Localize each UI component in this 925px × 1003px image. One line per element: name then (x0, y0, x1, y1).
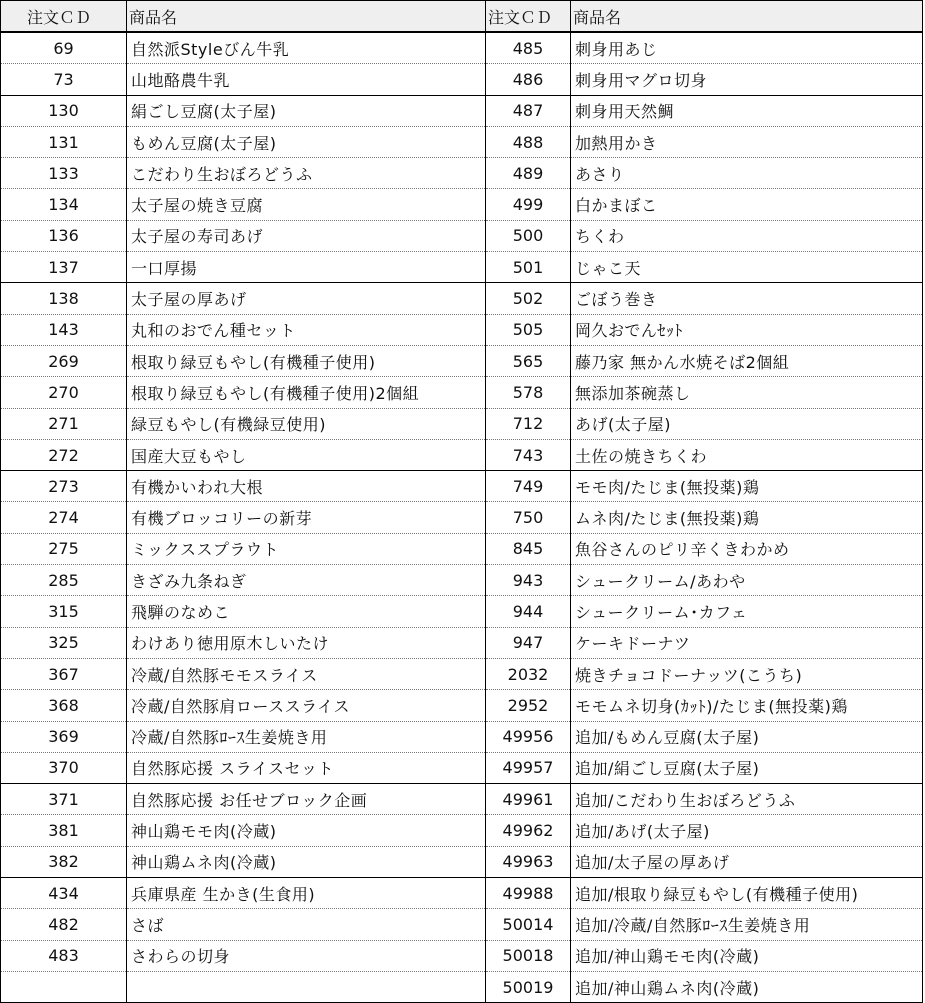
cell-code-right[interactable]: 486 (486, 64, 571, 95)
cell-code-left[interactable]: 133 (1, 158, 127, 189)
cell-code-right[interactable]: 2952 (486, 690, 571, 721)
cell-name-right[interactable]: 刺身用あじ (571, 32, 923, 64)
cell-code-right[interactable]: 49963 (486, 846, 571, 877)
cell-code-left[interactable]: 275 (1, 533, 127, 564)
cell-name-right[interactable]: 追加/こだわり生おぼろどうふ (571, 784, 923, 815)
cell-name-right[interactable]: 岡久おでんｾｯﾄ (571, 314, 923, 345)
cell-code-left[interactable]: 369 (1, 721, 127, 752)
cell-name-right[interactable]: 魚谷さんのピリ辛くきわかめ (571, 533, 923, 564)
cell-code-right[interactable]: 500 (486, 220, 571, 251)
cell-code-left[interactable]: 371 (1, 784, 127, 815)
cell-code-right[interactable]: 501 (486, 252, 571, 283)
cell-name-left[interactable]: 有機ブロッコリーの新芽 (127, 502, 486, 533)
table-row (1, 189, 923, 220)
cell-code-right[interactable]: 50014 (486, 909, 571, 940)
cell-name-left[interactable]: 山地酪農牛乳 (127, 64, 486, 95)
cell-code-left[interactable]: 134 (1, 189, 127, 220)
cell-code-right[interactable]: 712 (486, 408, 571, 439)
cell-name-right[interactable]: 土佐の焼きちくわ (571, 439, 923, 470)
cell-code-left[interactable]: 483 (1, 940, 127, 971)
cell-name-left[interactable]: こだわり生おぼろどうふ (127, 158, 486, 189)
table-row (1, 439, 923, 470)
cell-code-right[interactable]: 487 (486, 95, 571, 126)
cell-name-left[interactable]: 自然派Styleびん牛乳 (127, 32, 486, 64)
cell-name-left[interactable]: きざみ九条ねぎ (127, 565, 486, 596)
table-row (1, 909, 923, 940)
cell-code-left[interactable]: 273 (1, 471, 127, 502)
cell-code-left[interactable]: 370 (1, 752, 127, 783)
table-row (1, 752, 923, 783)
cell-name-right[interactable]: 追加/神山鶏モモ肉(冷蔵) (571, 940, 923, 971)
cell-code-left[interactable]: 381 (1, 815, 127, 846)
table-row (1, 627, 923, 658)
cell-name-right[interactable]: 追加/神山鶏ムネ肉(冷蔵) (571, 971, 923, 1002)
table-row (1, 784, 923, 815)
cell-name-left[interactable]: 国産大豆もやし (127, 439, 486, 470)
cell-name-right[interactable]: ちくわ (571, 220, 923, 251)
cell-name-left[interactable]: 兵庫県産 生かき(生食用) (127, 878, 486, 909)
cell-code-left[interactable]: 325 (1, 627, 127, 658)
cell-code-left[interactable]: 69 (1, 32, 127, 64)
cell-code-left[interactable]: 315 (1, 596, 127, 627)
cell-name-right[interactable]: 追加/太子屋の厚あげ (571, 846, 923, 877)
table-row (1, 658, 923, 689)
cell-name-left[interactable]: 神山鶏ムネ肉(冷蔵) (127, 846, 486, 877)
table-row (1, 220, 923, 251)
table-row (1, 126, 923, 157)
cell-name-right[interactable]: 藤乃家 無かん水焼そば2個組 (571, 345, 923, 376)
cell-name-right[interactable]: シュークリーム･カフェ (571, 596, 923, 627)
cell-name-right[interactable]: 無添加茶碗蒸し (571, 377, 923, 408)
cell-code-left[interactable]: 271 (1, 408, 127, 439)
cell-code-right[interactable]: 2032 (486, 658, 571, 689)
cell-code-left[interactable]: 434 (1, 878, 127, 909)
header-name-left[interactable]: 商品名 (127, 1, 486, 33)
cell-name-right[interactable]: 追加/根取り緑豆もやし(有機種子使用) (571, 878, 923, 909)
cell-name-left[interactable]: 太子屋の焼き豆腐 (127, 189, 486, 220)
cell-code-right[interactable]: 845 (486, 533, 571, 564)
table-row (1, 846, 923, 877)
table-row (1, 377, 923, 408)
cell-code-left[interactable]: 285 (1, 565, 127, 596)
cell-name-left[interactable] (127, 971, 486, 1002)
cell-code-left[interactable]: 136 (1, 220, 127, 251)
cell-name-right[interactable]: 白かまぼこ (571, 189, 923, 220)
cell-name-left[interactable]: 飛騨のなめこ (127, 596, 486, 627)
cell-code-right[interactable]: 488 (486, 126, 571, 157)
table-row (1, 690, 923, 721)
cell-name-left[interactable]: 丸和のおでん種セット (127, 314, 486, 345)
cell-name-right[interactable]: あげ(太子屋) (571, 408, 923, 439)
cell-code-right[interactable]: 944 (486, 596, 571, 627)
cell-name-right[interactable]: 焼きチョコドーナッツ(こうち) (571, 658, 923, 689)
cell-name-right[interactable]: 追加/あげ(太子屋) (571, 815, 923, 846)
cell-name-right[interactable]: あさり (571, 158, 923, 189)
cell-code-right[interactable]: 749 (486, 471, 571, 502)
cell-code-left[interactable]: 137 (1, 252, 127, 283)
cell-code-right[interactable]: 49988 (486, 878, 571, 909)
cell-code-left[interactable]: 130 (1, 95, 127, 126)
cell-code-right[interactable]: 502 (486, 283, 571, 314)
cell-code-right[interactable]: 565 (486, 345, 571, 376)
header-code-right[interactable]: 注文ＣＤ (486, 1, 571, 33)
cell-name-right[interactable]: 刺身用天然鯛 (571, 95, 923, 126)
cell-name-left[interactable]: ミックススプラウト (127, 533, 486, 564)
cell-name-left[interactable]: 根取り緑豆もやし(有機種子使用) (127, 345, 486, 376)
header-name-right[interactable]: 商品名 (571, 1, 923, 33)
cell-name-left[interactable]: 自然豚応援 お任せブロック企画 (127, 784, 486, 815)
header-row (1, 1, 923, 33)
cell-code-left[interactable]: 269 (1, 345, 127, 376)
cell-code-right[interactable]: 49961 (486, 784, 571, 815)
table-row (1, 565, 923, 596)
cell-name-left[interactable]: さわらの切身 (127, 940, 486, 971)
cell-name-right[interactable]: ケーキドーナツ (571, 627, 923, 658)
header-code-left[interactable]: 注文ＣＤ (1, 1, 127, 33)
cell-code-right[interactable]: 50019 (486, 971, 571, 1002)
cell-code-left[interactable]: 482 (1, 909, 127, 940)
table-row (1, 971, 923, 1002)
table-row (1, 345, 923, 376)
cell-code-right[interactable]: 489 (486, 158, 571, 189)
cell-code-left[interactable]: 138 (1, 283, 127, 314)
cell-name-right[interactable]: 追加/もめん豆腐(太子屋) (571, 721, 923, 752)
cell-name-left[interactable]: さば (127, 909, 486, 940)
cell-name-right[interactable]: モモ肉/たじま(無投薬)鶏 (571, 471, 923, 502)
cell-code-right[interactable]: 499 (486, 189, 571, 220)
cell-name-left[interactable]: 緑豆もやし(有機緑豆使用) (127, 408, 486, 439)
table-row (1, 314, 923, 345)
cell-code-right[interactable]: 50018 (486, 940, 571, 971)
cell-name-left[interactable]: 太子屋の寿司あげ (127, 220, 486, 251)
cell-name-right[interactable]: じゃこ天 (571, 252, 923, 283)
cell-name-left[interactable]: 一口厚揚 (127, 252, 486, 283)
cell-name-left[interactable]: 神山鶏モモ肉(冷蔵) (127, 815, 486, 846)
cell-code-left[interactable]: 367 (1, 658, 127, 689)
cell-name-right[interactable]: ごぼう巻き (571, 283, 923, 314)
table-row (1, 252, 923, 283)
cell-code-right[interactable]: 505 (486, 314, 571, 345)
table-row (1, 95, 923, 126)
cell-code-right[interactable]: 49962 (486, 815, 571, 846)
table-row (1, 940, 923, 971)
table-row (1, 721, 923, 752)
table-row (1, 408, 923, 439)
cell-name-right[interactable]: 追加/冷蔵/自然豚ﾛｰｽ生姜焼き用 (571, 909, 923, 940)
cell-code-right[interactable]: 49957 (486, 752, 571, 783)
cell-code-right[interactable]: 49956 (486, 721, 571, 752)
cell-name-right[interactable]: シュークリーム/あわや (571, 565, 923, 596)
table-row (1, 596, 923, 627)
cell-code-left[interactable]: 73 (1, 64, 127, 95)
table-row (1, 64, 923, 95)
table-row (1, 158, 923, 189)
table-row (1, 533, 923, 564)
cell-code-right[interactable]: 485 (486, 32, 571, 64)
table-row (1, 471, 923, 502)
table-row (1, 502, 923, 533)
table-body (1, 32, 923, 1003)
cell-code-left[interactable]: 272 (1, 439, 127, 470)
table-row (1, 32, 923, 64)
cell-code-left[interactable]: 274 (1, 502, 127, 533)
cell-name-right[interactable]: 追加/絹ごし豆腐(太子屋) (571, 752, 923, 783)
cell-code-right[interactable]: 947 (486, 627, 571, 658)
table-row (1, 283, 923, 314)
cell-name-left[interactable]: 冷蔵/自然豚肩ローススライス (127, 690, 486, 721)
cell-code-left[interactable]: 382 (1, 846, 127, 877)
cell-name-left[interactable]: 絹ごし豆腐(太子屋) (127, 95, 486, 126)
cell-code-left[interactable]: 143 (1, 314, 127, 345)
cell-code-left[interactable] (1, 971, 127, 1002)
cell-name-right[interactable]: モモムネ切身(ｶｯﾄ)/たじま(無投薬)鶏 (571, 690, 923, 721)
cell-name-left[interactable]: わけあり徳用原木しいたけ (127, 627, 486, 658)
cell-code-right[interactable]: 750 (486, 502, 571, 533)
cell-code-left[interactable]: 368 (1, 690, 127, 721)
cell-name-left[interactable]: もめん豆腐(太子屋) (127, 126, 486, 157)
cell-name-left[interactable]: 冷蔵/自然豚ﾛｰｽ生姜焼き用 (127, 721, 486, 752)
cell-name-left[interactable]: 太子屋の厚あげ (127, 283, 486, 314)
cell-code-right[interactable]: 943 (486, 565, 571, 596)
cell-code-right[interactable]: 578 (486, 377, 571, 408)
table-row (1, 878, 923, 909)
cell-name-left[interactable]: 根取り緑豆もやし(有機種子使用)2個組 (127, 377, 486, 408)
cell-name-left[interactable]: 冷蔵/自然豚モモスライス (127, 658, 486, 689)
cell-name-right[interactable]: ムネ肉/たじま(無投薬)鶏 (571, 502, 923, 533)
table-row (1, 815, 923, 846)
cell-name-left[interactable]: 自然豚応援 スライスセット (127, 752, 486, 783)
cell-name-left[interactable]: 有機かいわれ大根 (127, 471, 486, 502)
cell-code-right[interactable]: 743 (486, 439, 571, 470)
cell-code-left[interactable]: 270 (1, 377, 127, 408)
cell-name-right[interactable]: 刺身用マグロ切身 (571, 64, 923, 95)
cell-code-left[interactable]: 131 (1, 126, 127, 157)
cell-name-right[interactable]: 加熱用かき (571, 126, 923, 157)
